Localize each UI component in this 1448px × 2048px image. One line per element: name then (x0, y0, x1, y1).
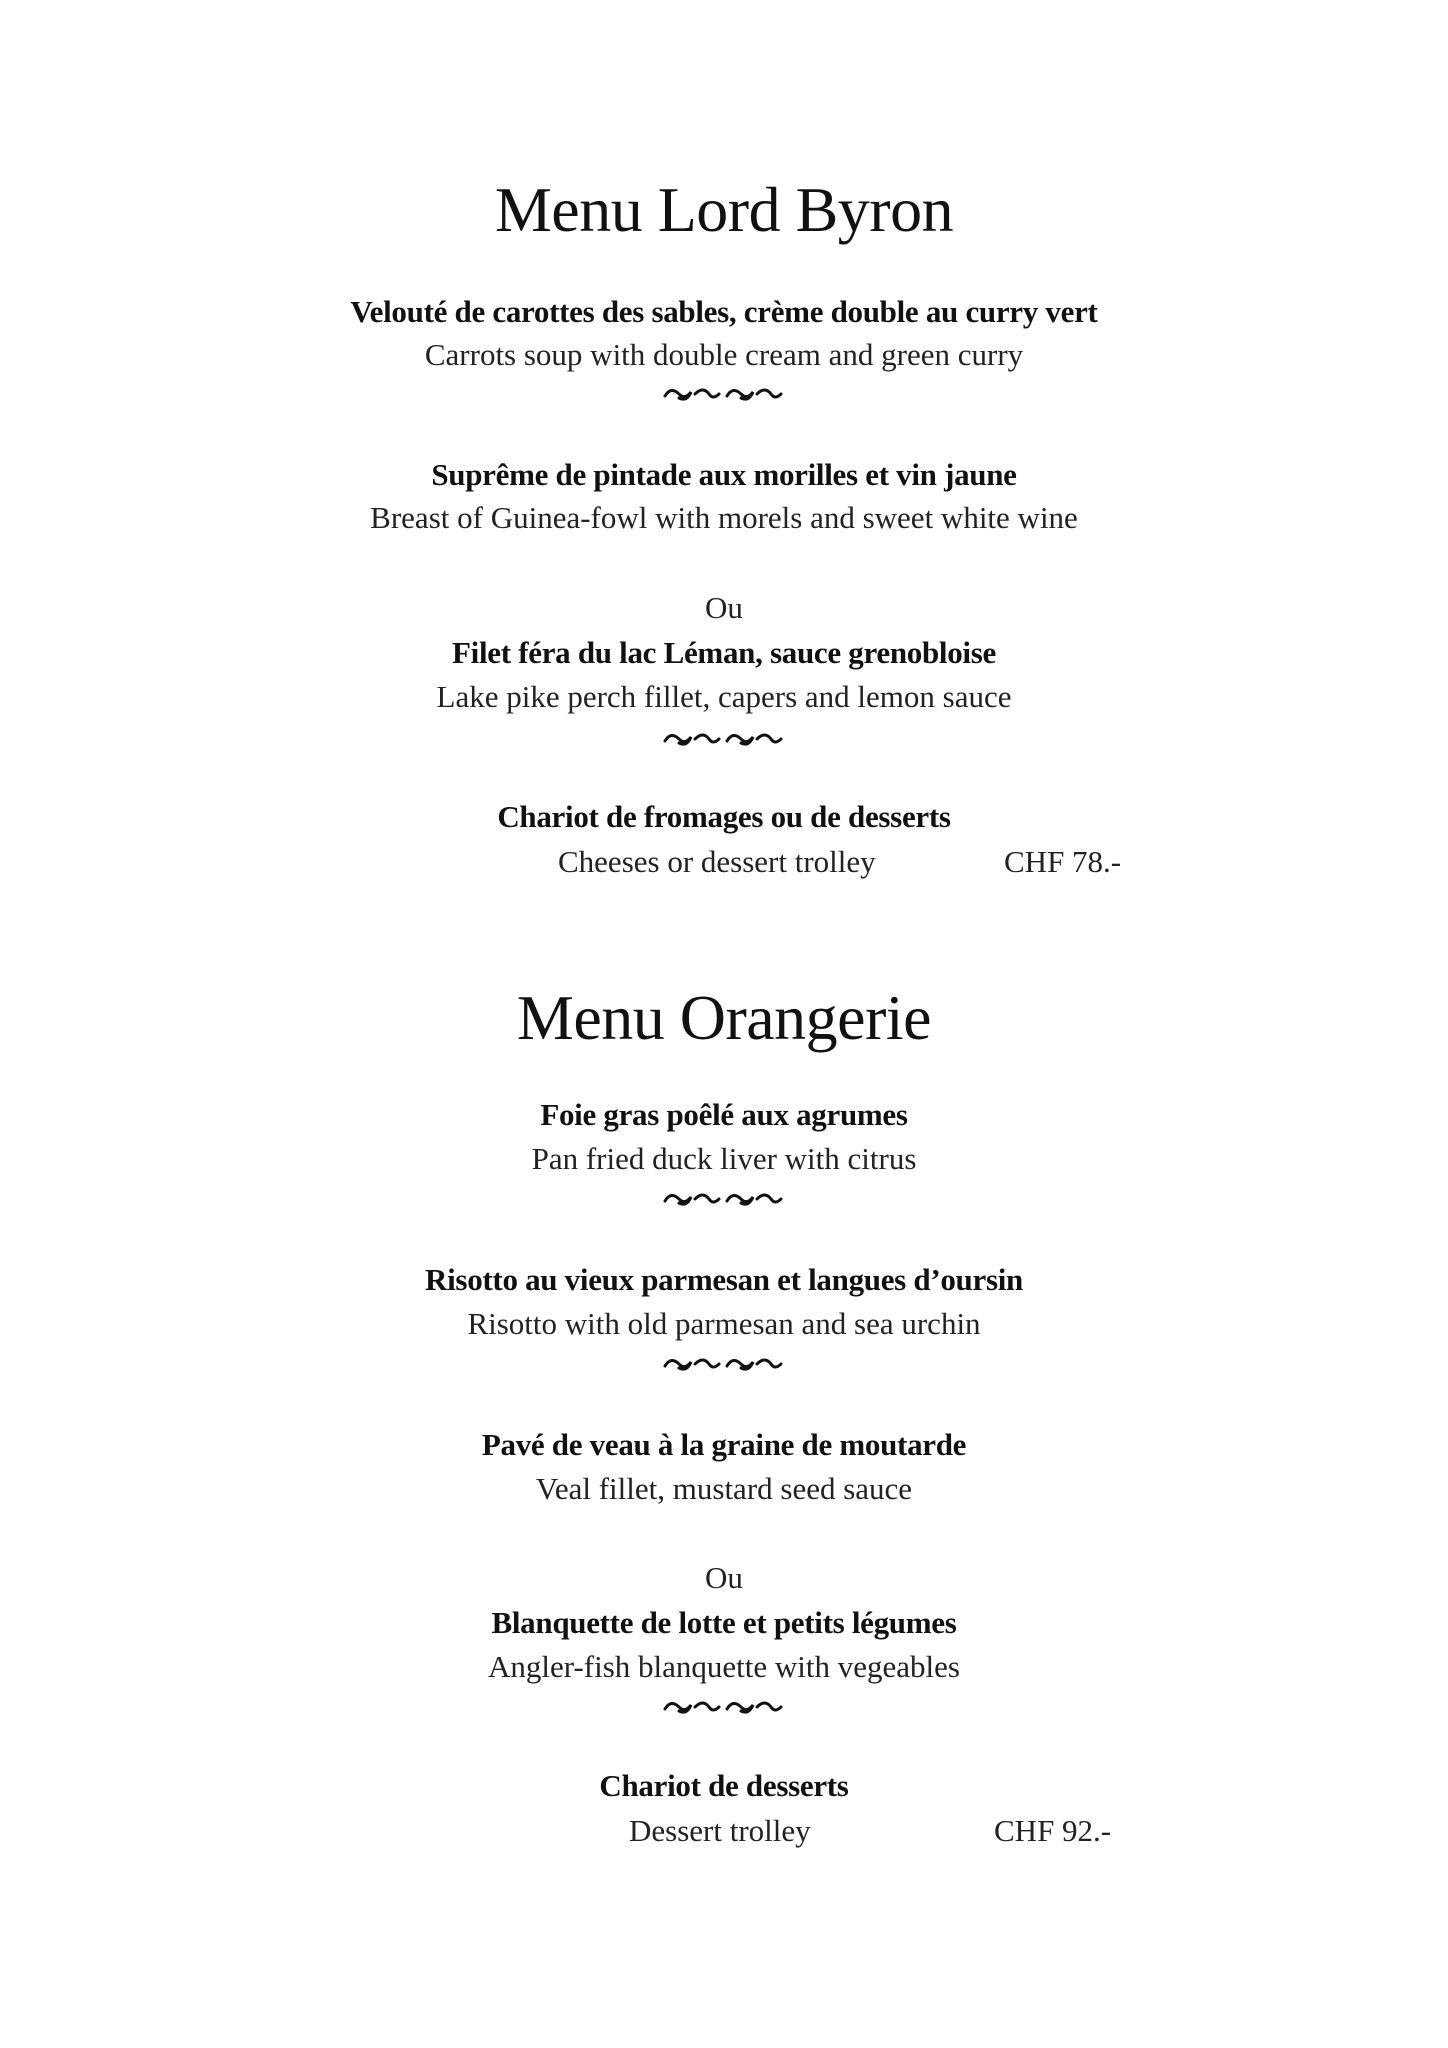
menu-price: CHF 92.- (994, 1813, 1112, 1848)
dish-name-en: Veal fillet, mustard seed sauce (535, 1471, 913, 1506)
dish-name-en: Risotto with old parmesan and sea urchin (467, 1306, 981, 1341)
menu-price: CHF 78.- (1004, 844, 1122, 879)
scroll-ornament-icon (659, 1187, 789, 1213)
dish-name-fr: Foie gras poêlé aux agrumes (540, 1097, 908, 1132)
scroll-ornament-icon (659, 382, 789, 408)
dish-name-fr: Blanquette de lotte et petits légumes (491, 1605, 957, 1640)
dish-name-en: Cheeses or dessert trolley (558, 844, 876, 879)
menu-title: Menu Orangerie (516, 982, 932, 1053)
dish-name-fr: Risotto au vieux parmesan et langues d’oursin (425, 1262, 1023, 1297)
dish-name-fr: Chariot de fromages ou de desserts (497, 799, 951, 834)
dish-name-fr: Filet féra du lac Léman, sauce grenobloise (452, 635, 996, 670)
dish-name-fr: Suprême de pintade aux morilles et vin jaune (431, 457, 1017, 492)
dish-name-en: Lake pike perch fillet, capers and lemon sauce (436, 679, 1012, 714)
dish-name-fr: Chariot de desserts (599, 1768, 849, 1803)
scroll-ornament-icon (659, 1352, 789, 1378)
scroll-ornament-icon (659, 727, 789, 753)
dish-name-en: Carrots soup with double cream and green curry (424, 337, 1024, 372)
dish-name-fr: Velouté de carottes des sables, crème double au curry vert (350, 294, 1098, 329)
dish-name-en: Pan fried duck liver with citrus (531, 1141, 917, 1176)
dish-name-en: Breast of Guinea-fowl with morels and sweet white wine (370, 500, 1078, 535)
or-label: Ou (705, 1560, 743, 1595)
dish-name-en: Dessert trolley (629, 1813, 811, 1848)
scroll-ornament-icon (659, 1695, 789, 1721)
menu-title: Menu Lord Byron (494, 174, 954, 245)
dish-name-fr: Pavé de veau à la graine de moutarde (481, 1427, 967, 1462)
dish-name-en: Angler-fish blanquette with vegeables (488, 1649, 960, 1684)
or-label: Ou (705, 590, 743, 625)
